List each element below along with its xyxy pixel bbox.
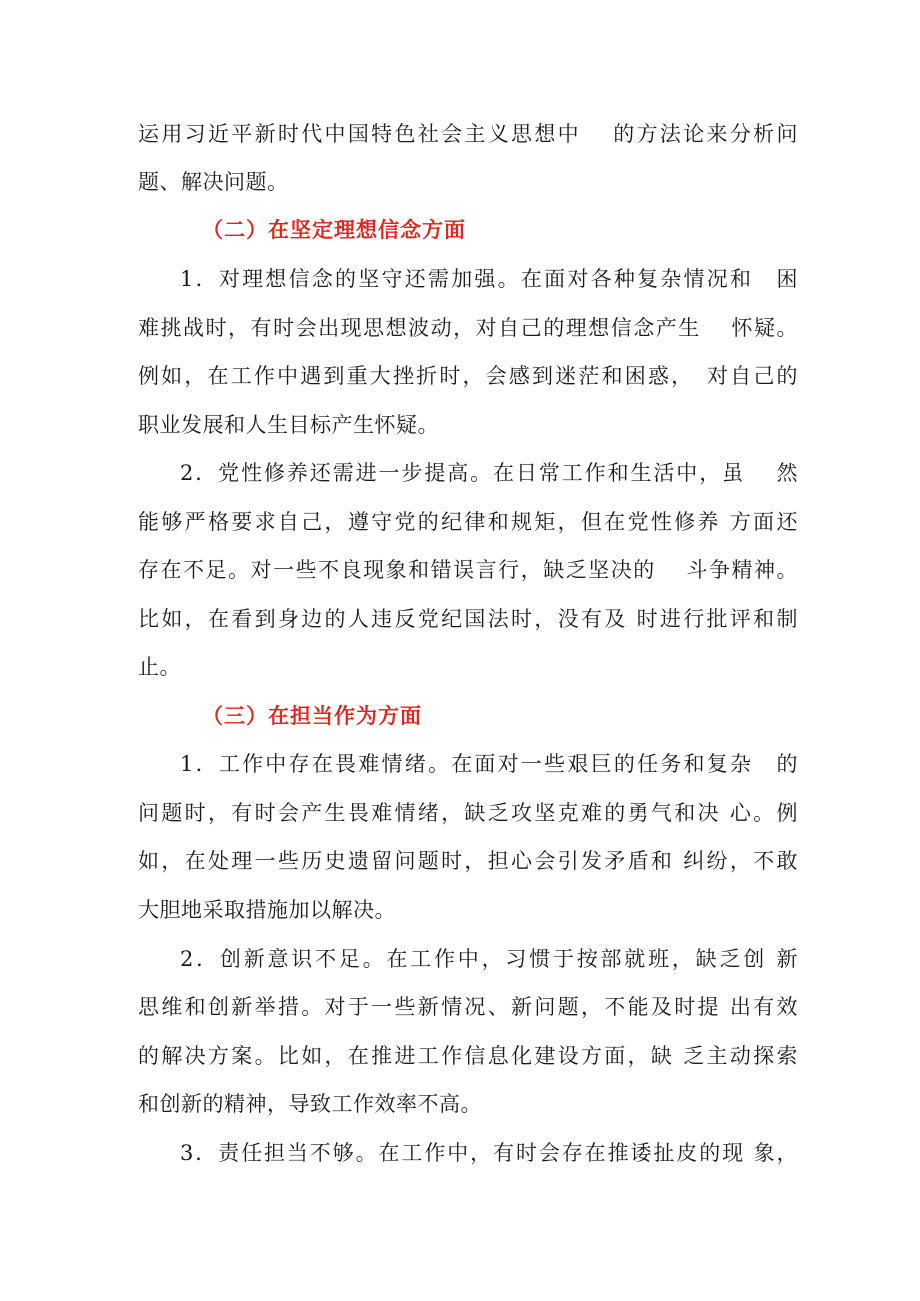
s3-item3-line-1: 3．责任担当不够。在工作中，有时会存在推诿扯皮的现 象， xyxy=(180,1141,798,1165)
section-heading-2: （二）在坚定理想信念方面 xyxy=(202,217,466,242)
s3-item2-line-4: 和创新的精神，导致工作效率不高。 xyxy=(138,1092,482,1116)
s2-item2-line-4: 比如，在看到身边的人违反党纪国法时，没有及 时进行批评和制 xyxy=(138,607,798,631)
s2-item1-line-3: 例如，在工作中遇到重大挫折时，会感到迷茫和困惑， 对自己的 xyxy=(138,364,798,388)
s3-item1-line-2: 问题时，有时会产生畏难情绪，缺乏攻坚克难的勇气和决 心。例 xyxy=(138,801,798,825)
s2-item1-line-4: 职业发展和人生目标产生怀疑。 xyxy=(138,413,439,437)
section-heading-3: （三）在担当作为方面 xyxy=(202,703,422,728)
s2-item2-line-1: 2．党性修养还需进一步提高。在日常工作和生活中，虽 然 xyxy=(180,461,798,485)
s2-item2-line-3: 存在不足。对一些不良现象和错误言行，缺乏坚决的 斗争精神。 xyxy=(138,558,798,582)
s3-item1-line-1: 1．工作中存在畏难情绪。在面对一些艰巨的任务和复杂 的 xyxy=(180,752,798,776)
s3-item1-line-4: 大胆地采取措施加以解决。 xyxy=(138,898,396,922)
s2-item1-line-2: 难挑战时，有时会出现思想波动，对自己的理想信念产生 怀疑。 xyxy=(138,316,798,340)
s3-item2-line-3: 的解决方案。比如，在推进工作信息化建设方面，缺 乏主动探索 xyxy=(138,1044,798,1068)
intro-line-1: 运用习近平新时代中国特色社会主义思想中 的方法论来分析问 xyxy=(138,122,798,146)
s2-item2-line-2: 能够严格要求自己，遵守党的纪律和规矩，但在党性修养 方面还 xyxy=(138,510,798,534)
s3-item2-line-2: 思维和创新举措。对于一些新情况、新问题，不能及时提 出有效 xyxy=(138,995,798,1019)
s2-item2-line-5: 止。 xyxy=(138,655,181,679)
s3-item2-line-1: 2．创新意识不足。在工作中，习惯于按部就班，缺乏创 新 xyxy=(180,947,798,971)
s2-item1-line-1: 1．对理想信念的坚守还需加强。在面对各种复杂情况和 困 xyxy=(180,267,798,291)
s3-item1-line-3: 如，在处理一些历史遗留问题时，担心会引发矛盾和 纠纷，不敢 xyxy=(138,849,798,873)
intro-line-2: 题、解决问题。 xyxy=(138,170,289,194)
